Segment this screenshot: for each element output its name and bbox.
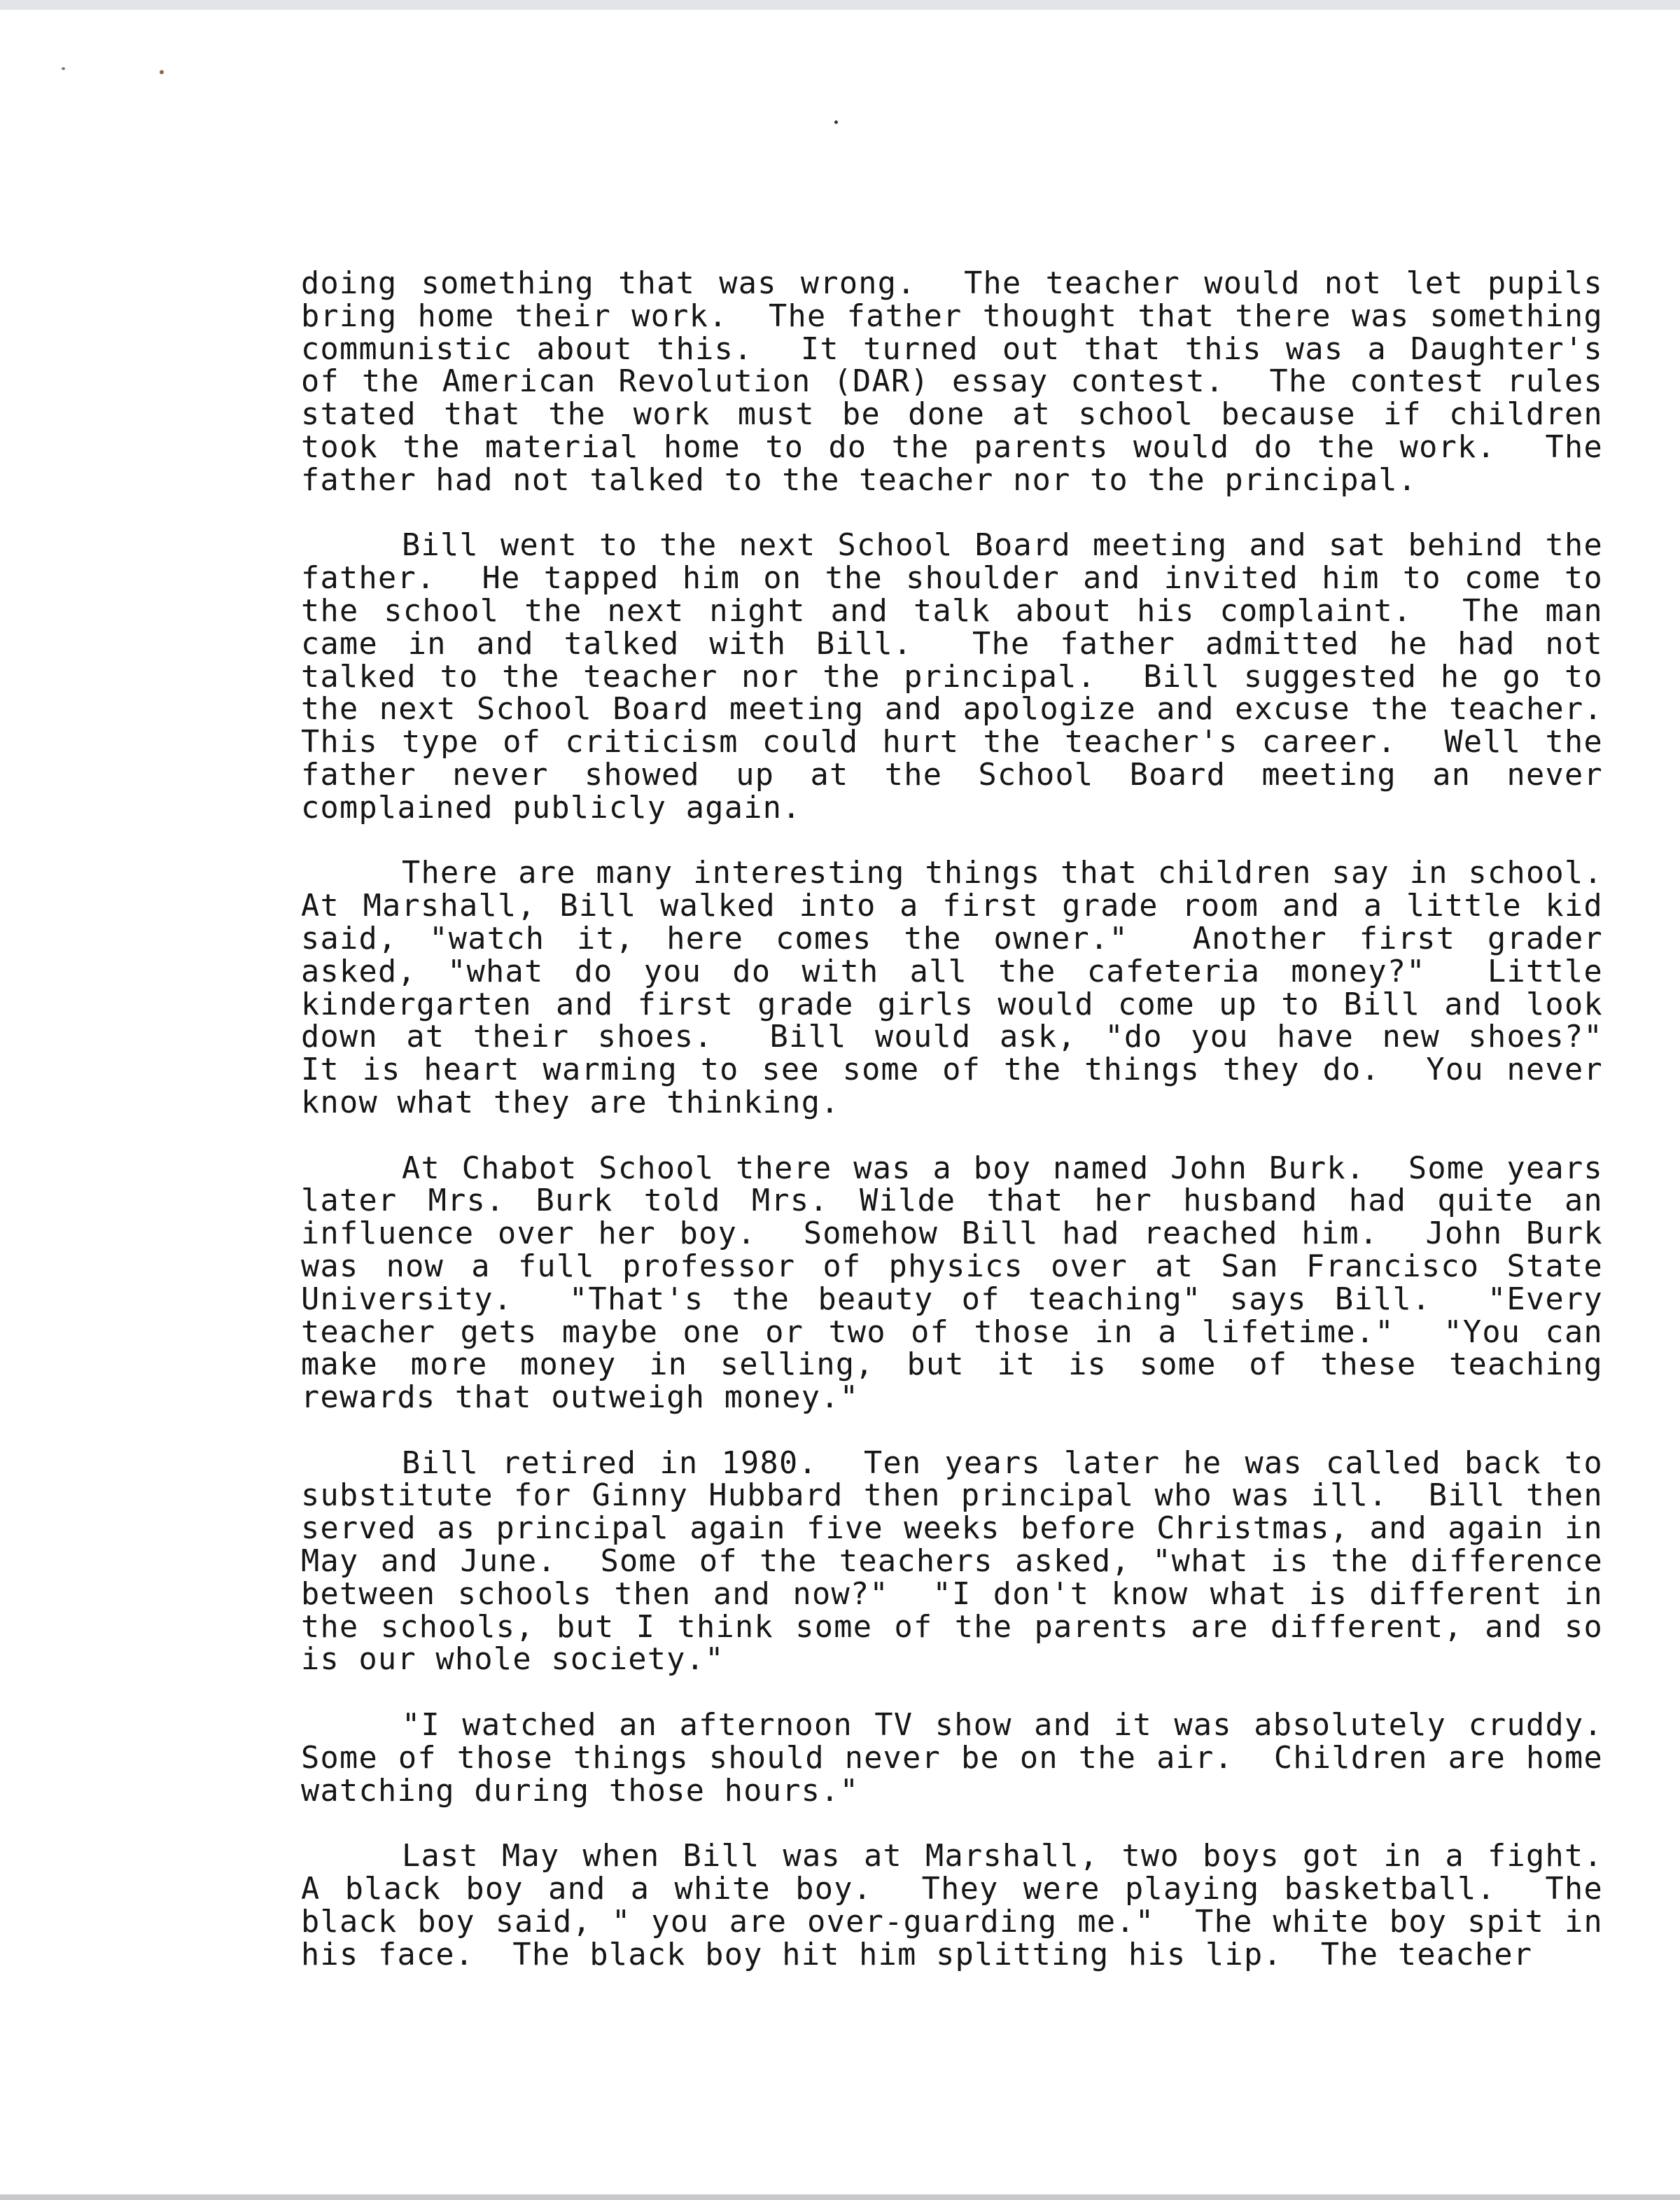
paragraph — [301, 1150, 1603, 1416]
paragraph — [301, 1447, 1603, 1677]
scan-speck — [62, 67, 65, 70]
text-line: This type of criticism could hurt the teacher's career. Well the — [301, 725, 1603, 760]
paragraph — [301, 1840, 1603, 1971]
text-line: served as principal again five weeks before Christmas, and again in — [301, 1511, 1603, 1547]
text-line: the next School Board meeting and apologize and excuse the teacher. — [301, 692, 1603, 727]
typed-page-body — [301, 267, 1603, 2004]
text-line: know what they are thinking. — [301, 1085, 840, 1120]
text-line: complained publicly again. — [301, 790, 802, 826]
text-line: father had not talked to the teacher nor to the principal. — [301, 462, 1418, 498]
text-line: talked to the teacher nor the principal. Bill suggested he go to — [301, 659, 1603, 695]
scan-speck — [160, 70, 164, 74]
text-line: doing something that was wrong. The teacher would not let pupils — [301, 266, 1603, 301]
text-line: stated that the work must be done at school because if children — [301, 397, 1603, 433]
text-line: rewards that outweigh money." — [301, 1380, 860, 1416]
text-line: watching during those hours." — [301, 1773, 860, 1809]
text-line: his face. The black boy hit him splitting his lip. The teacher — [301, 1937, 1533, 1972]
text-line: between schools then and now?" "I don't know what is different in — [301, 1576, 1603, 1612]
text-line: Some of those things should never be on the air. Children are home — [301, 1740, 1603, 1776]
scan-top-edge — [0, 0, 1680, 10]
text-line: make more money in selling, but it is some of these teaching — [301, 1347, 1603, 1383]
text-line: kindergarten and first grade girls would come up to Bill and look — [301, 987, 1603, 1022]
text-line: asked, "what do you do with all the cafeteria money?" Little — [301, 954, 1603, 989]
text-line: There are many interesting things that children say in school. — [402, 856, 1603, 891]
text-line: "I watched an afternoon TV show and it was absolutely cruddy. — [402, 1708, 1603, 1743]
paragraph — [301, 267, 1603, 497]
text-line: influence over her boy. Somehow Bill had reached him. John Burk — [301, 1216, 1603, 1252]
text-line: said, "watch it, here comes the owner." Another first grader — [301, 921, 1603, 956]
text-line: black boy said, " you are over-guarding me." The white boy spit in — [301, 1904, 1603, 1940]
text-line: down at their shoes. Bill would ask, "do you have new shoes?" — [301, 1019, 1603, 1055]
text-line: the school the next night and talk about his complaint. The man — [301, 593, 1603, 629]
text-line: came in and talked with Bill. The father admitted he had not — [301, 626, 1603, 662]
text-line: University. "That's the beauty of teaching" says Bill. "Every — [301, 1281, 1603, 1317]
text-line: substitute for Ginny Hubbard then principal who was ill. Bill then — [301, 1478, 1603, 1514]
text-line: father. He tapped him on the shoulder and invited him to come to — [301, 561, 1603, 597]
text-line: teacher gets maybe one or two of those in a lifetime." "You can — [301, 1314, 1603, 1350]
scan-speck — [834, 120, 838, 124]
text-line: communistic about this. It turned out that this was a Daughter's — [301, 331, 1603, 367]
text-line: At Marshall, Bill walked into a first grade room and a little kid — [301, 889, 1603, 924]
text-line: the schools, but I think some of the parents are different, and so — [301, 1609, 1603, 1645]
text-line: later Mrs. Burk told Mrs. Wilde that her husband had quite an — [301, 1183, 1603, 1219]
paragraph — [301, 857, 1603, 1119]
text-line: Last May when Bill was at Marshall, two boys got in a fight. — [402, 1839, 1603, 1874]
text-line: was now a full professor of physics over at San Francisco State — [301, 1248, 1603, 1284]
text-line: At Chabot School there was a boy named John Burk. Some years — [402, 1150, 1603, 1186]
text-line: Bill retired in 1980. Ten years later he was called back to — [402, 1445, 1603, 1481]
text-line: of the American Revolution (DAR) essay contest. The contest rules — [301, 364, 1603, 400]
paragraph — [301, 1709, 1603, 1807]
paragraph — [301, 529, 1603, 824]
text-line: took the material home to do the parents would do the work. The — [301, 429, 1603, 465]
text-line: A black boy and a white boy. They were playing basketball. The — [301, 1872, 1603, 1907]
scan-bottom-edge — [0, 2194, 1680, 2200]
text-line: bring home their work. The father thought that there was something — [301, 298, 1603, 334]
text-line: May and June. Some of the teachers asked, "what is the difference — [301, 1544, 1603, 1580]
text-line: It is heart warming to see some of the things they do. You never — [301, 1052, 1603, 1088]
text-line: is our whole society." — [301, 1642, 724, 1678]
text-line: father never showed up at the School Board meeting an never — [301, 757, 1603, 793]
text-line: Bill went to the next School Board meeting and sat behind the — [402, 528, 1603, 564]
